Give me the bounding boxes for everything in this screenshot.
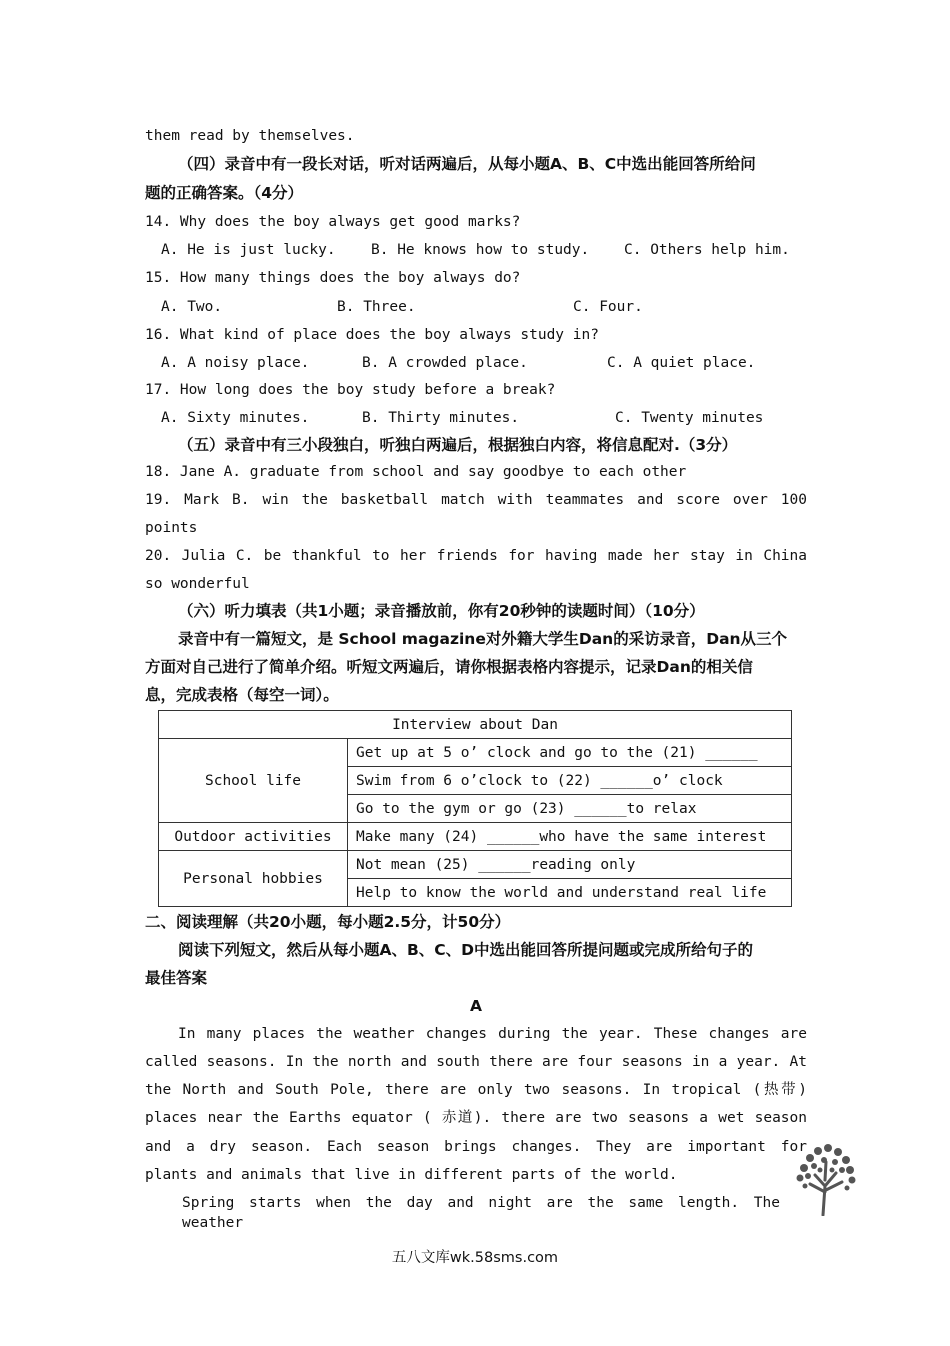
passage-line: called seasons. In the north and south there are four seasons in a year. At [145,1054,807,1070]
option-c: C. Twenty minutes [615,410,764,426]
table-cell-22: Swim from 6 o’clock to (22) ______o’ clock [348,767,792,795]
interview-table [158,710,792,907]
table-row [159,711,792,739]
table-cell-26: Help to know the world and understand real life [348,879,792,907]
section-6-heading: （六）听力填表（共1小题；录音播放前，你有20秒钟的读题时间）（10分） [178,602,705,620]
option-a: A. He is just lucky. [161,242,336,258]
tree-icon [790,1140,862,1216]
table-row [159,739,792,767]
category-school-life: School life [159,739,348,823]
passage-line: plants and animals that live in different parts of the world. [145,1167,678,1183]
table-row [159,823,792,851]
passage-label: A [470,997,482,1015]
option-a: A. Sixty minutes. [161,410,310,426]
matching-20-cont: so wonderful [145,576,250,592]
part-2-instructions: 阅读下列短文，然后从每小题A、B、C、D中选出能回答所提问题或完成所给句子的 [178,941,754,959]
matching-18: 18. Jane A. graduate from school and say goodbye to each other [145,464,687,480]
text-line: them read by themselves. [145,128,355,144]
passage-line: Spring starts when the day and night are the same length. The weather [182,1195,780,1231]
option-a: A. A noisy place. [161,355,310,371]
section-4-heading: （四）录音中有一段长对话，听对话两遍后，从每小题A、B、C中选出能回答所给问 [178,155,756,173]
section-5-heading: （五）录音中有三小段独白，听独白两遍后，根据独白内容，将信息配对.（3分） [178,436,738,454]
passage-line: In many places the weather changes during the year. These changes are [178,1026,807,1042]
category-personal-hobbies: Personal hobbies [159,851,348,907]
question-16: 16. What kind of place does the boy always study in? [145,327,599,343]
table-row [159,851,792,879]
option-c: C. A quiet place. [607,355,756,371]
table-cell-23: Go to the gym or go (23) ______to relax [348,795,792,823]
question-15: 15. How many things does the boy always do? [145,270,521,286]
part-2-heading: 二、阅读理解（共20小题，每小题2.5分，计50分） [145,913,511,931]
section-6-paragraph: 录音中有一篇短文，是 School magazine对外籍大学生Dan的采访录音，Dan从三个 [178,630,788,648]
question-14: 14. Why does the boy always get good marks? [145,214,521,230]
option-b: B. Thirty minutes. [362,410,520,426]
table-cell-25: Not mean (25) ______reading only [348,851,792,879]
footer-watermark: 五八文库wk.58sms.com [391,1250,559,1266]
matching-19-cont: points [145,520,198,536]
section-6-paragraph-cont: 息，完成表格（每空一词）。 [145,686,339,704]
option-b: B. A crowded place. [362,355,528,371]
option-a: A. Two. [161,299,223,315]
table-cell-24: Make many (24) ______who have the same interest [348,823,792,851]
matching-20: 20. Julia C. be thankful to her friends for having made her stay in China [145,548,807,564]
matching-19: 19. Mark B. win the basketball match with teammates and score over 100 [145,492,807,508]
part-2-instructions-cont: 最佳答案 [145,969,208,987]
section-4-heading-cont: 题的正确答案。（4分） [145,184,304,202]
section-6-paragraph-cont: 方面对自己进行了简单介绍。听短文两遍后，请你根据表格内容提示，记录Dan的相关信 [145,658,753,676]
passage-line: and a dry season. Each season brings changes. They are important for [145,1139,807,1155]
passage-line: places near the Earths equator ( 赤道). there are two seasons a wet season [145,1110,807,1126]
option-b: B. Three. [337,299,416,315]
option-b: B. He knows how to study. [371,242,590,258]
option-c: C. Four. [573,299,643,315]
passage-line: the North and South Pole, there are only two seasons. In tropical (热带) [145,1082,807,1098]
option-c: C. Others help him. [624,242,790,258]
question-17: 17. How long does the boy study before a break? [145,382,556,398]
category-outdoor-activities: Outdoor activities [159,823,348,851]
table-title: Interview about Dan [159,711,792,739]
table-cell-21: Get up at 5 o’ clock and go to the (21) ______ [348,739,792,767]
